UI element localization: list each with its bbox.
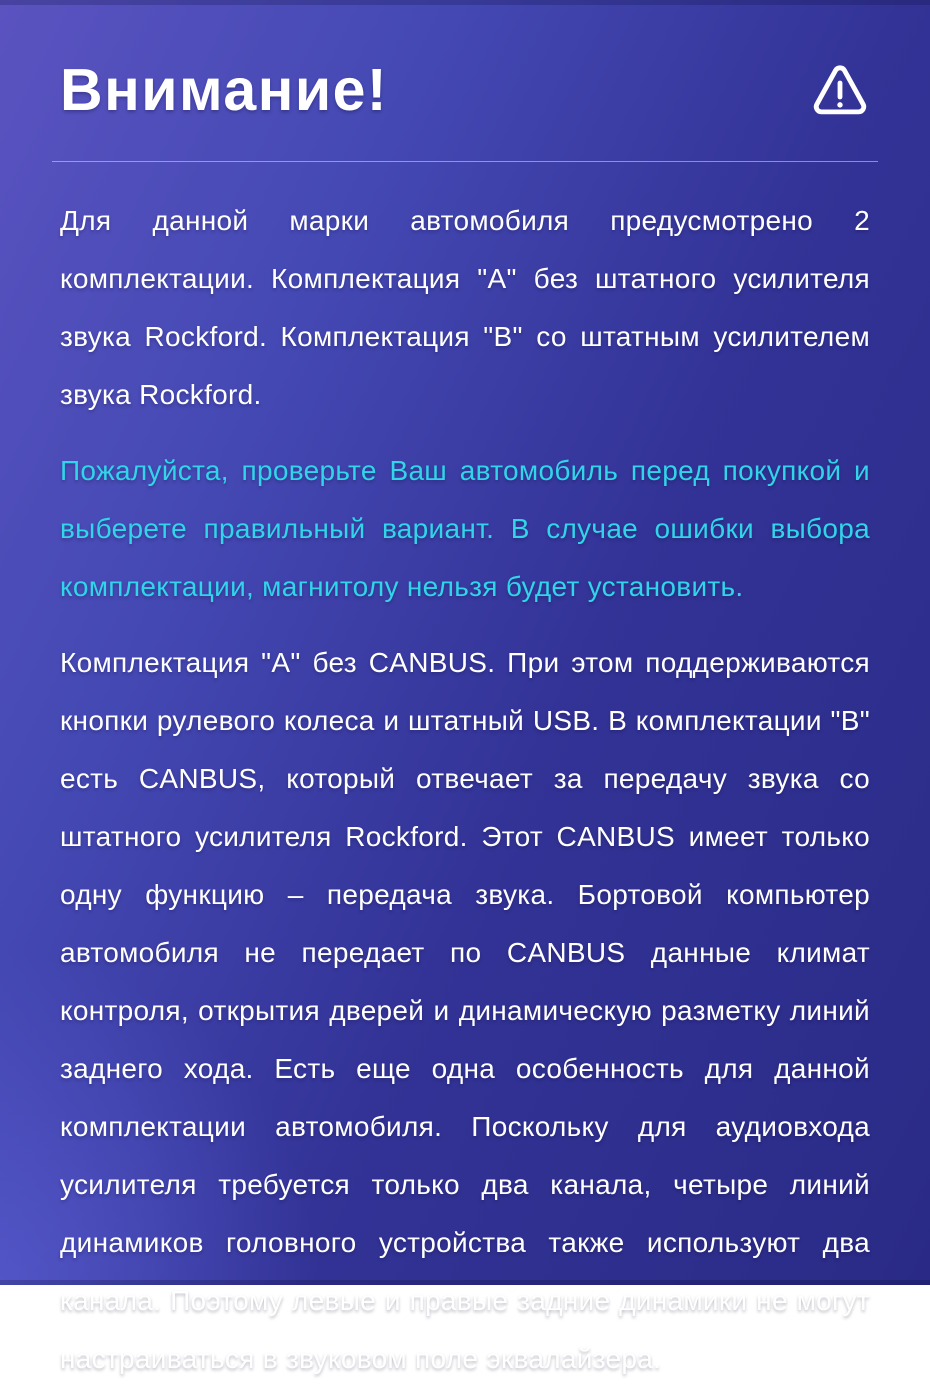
paragraph-warning-check-vehicle: Пожалуйста, проверьте Ваш автомобиль перед покупкой и выберете правильный вариант. В случае ошибки выбора комплектации, магнитолу нельзя будет установить. bbox=[60, 454, 870, 602]
header bbox=[60, 0, 870, 123]
warning-triangle-icon bbox=[812, 61, 870, 119]
paragraph-canbus-details: Комплектация "А" без CANBUS. При этом поддерживаются кнопки рулевого колеса и штатный USB. В комплектации "В" есть CANBUS, который отвечает за передачу звука со штатного усилителя Rockford. Этот CANBUS имеет только одну функцию – передача звука. Бортовой компьютер автомобиля не передает по CANBUS данные климат контроля, открытия дверей и динамическую разметку линий заднего хода. Есть еще одна особенность для данной комплектации автомобиля. Поскольку для аудиовхода усилителя требуется только два канала, четыре линий динамиков головного устройства также используют два канала. Поэтому левые и правые задние динамики не могут настраиваться в звуковом поле эквалайзера. bbox=[60, 646, 870, 1374]
page-title: Внимание! bbox=[60, 57, 389, 123]
paragraph-configurations: Для данной марки автомобиля предусмотрено 2 комплектации. Комплектация "А" без штатного усилителя звука Rockford. Комплектация "В" со штатным усилителем звука Rockford. bbox=[60, 204, 870, 410]
header-divider bbox=[52, 161, 878, 162]
notice-body bbox=[60, 192, 870, 1388]
